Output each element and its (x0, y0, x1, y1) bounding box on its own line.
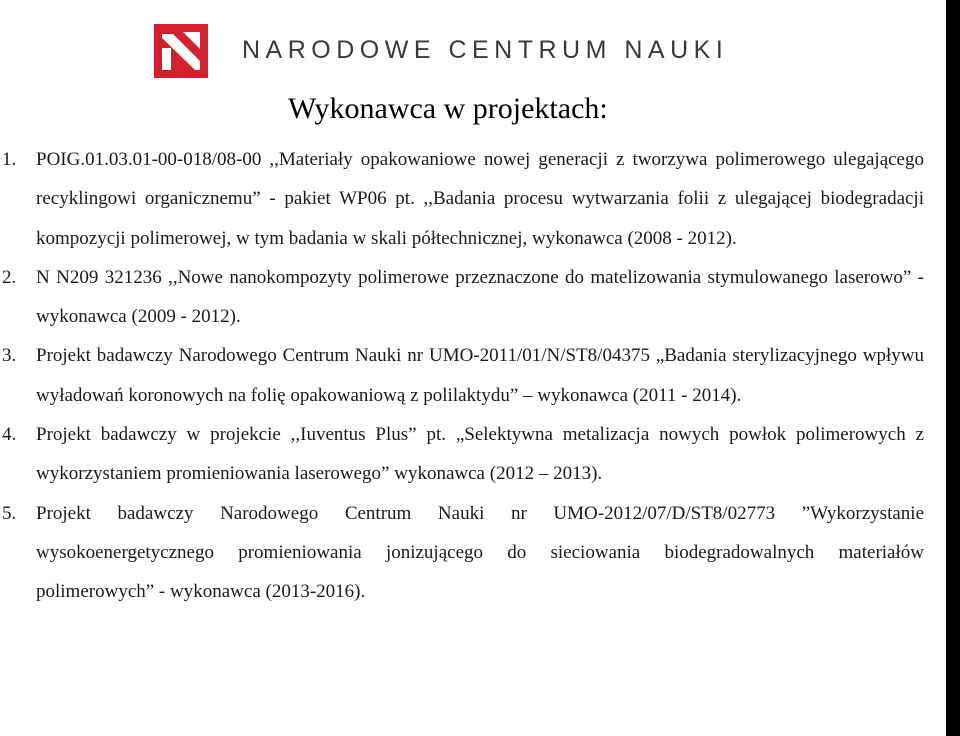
slide-edge-bar (946, 0, 960, 736)
project-number: 1. (2, 149, 17, 170)
org-name: NARODOWE CENTRUM NAUKI (242, 36, 729, 64)
project-text: POIG.01.03.01-00-018/08-00 ,,Materiały opakowaniowe nowej generacji z tworzywa polimerowego ulegającego recyklingowi organicznemu” - pakiet WP06 pt. ,,Badania procesu wytwarzania folii z ulegającej biodegradacji kompozycji polimerowej, w tym badania w skali półtechnicznej, wykonawca (2008 - 2012). (36, 149, 924, 249)
project-number: 5. (2, 502, 17, 524)
project-text: Projekt badawczy Narodowego Centrum Nauki nr UMO-2012/07/D/ST8/02773 ”Wykorzystanie wysokoenergetycznego promieniowania jonizującego do sieciowania biodegradowalnych materiałów polimerowych” - wykonawca (2013-2016). (36, 502, 924, 603)
project-item-3 (2, 336, 924, 415)
project-list (2, 140, 924, 612)
project-item-4 (2, 415, 924, 494)
slide-title: Wykonawca w projektach: (288, 92, 608, 125)
project-item-1 (2, 140, 924, 258)
project-text: N N209 321236 ,,Nowe nanokompozyty polimerowe przeznaczone do matelizowania stymulowanego laserowo” - wykonawca (2009 - 2012). (36, 266, 924, 328)
project-number: 2. (2, 266, 17, 288)
project-text: Projekt badawczy Narodowego Centrum Nauki nr UMO-2011/01/N/ST8/04375 „Badania sterylizacyjnego wpływu wyładowań koronowych na folię opakowaniową z polilaktydu” – wykonawca (2011 - 2014). (36, 345, 924, 406)
ncn-logo-icon (154, 24, 208, 78)
project-text: Projekt badawczy w projekcie ,,Iuventus Plus” pt. „Selektywna metalizacja nowych powłok polimerowych z wykorzystaniem promieniowania laserowego” wykonawca (2012 – 2013). (36, 424, 924, 485)
project-item-5 (2, 494, 924, 612)
project-number: 4. (2, 424, 17, 446)
project-number: 3. (2, 345, 17, 367)
project-item-2 (2, 258, 924, 337)
